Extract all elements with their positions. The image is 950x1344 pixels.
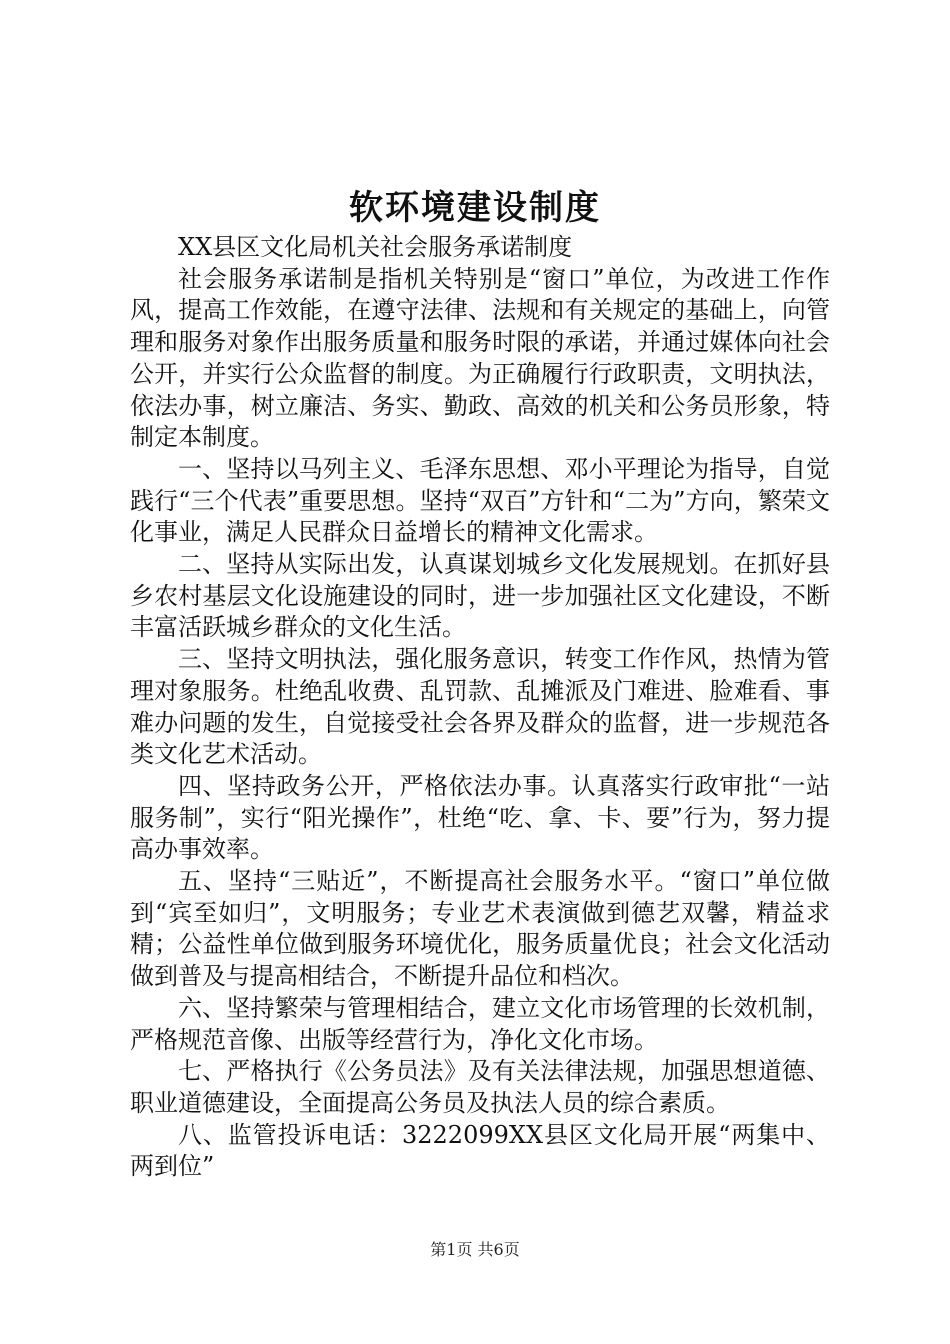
page-footer: 第1页 共6页 (430, 1240, 520, 1259)
clause-1-paragraph: 一、坚持以马列主义、毛泽东思想、邓小平理论为指导，自觉践行“三个代表”重要思想。坚持“双百”方针和“二为”方向，繁荣文化事业，满足人民群众日益增长的精神文化需求。 (130, 454, 830, 547)
clause-8-paragraph: 八、监管投诉电话：3222099XX县区文化局开展“两集中、两到位” (130, 1120, 830, 1181)
clause-4-paragraph: 四、坚持政务公开，严格依法办事。认真落实行政审批“一站服务制”，实行“阳光操作”，杜绝“吃、拿、卡、要”行为，努力提高办事效率。 (130, 771, 830, 864)
clause-7-paragraph: 七、严格执行《公务员法》及有关法律法规，加强思想道德、职业道德建设，全面提高公务员及执法人员的综合素质。 (130, 1057, 830, 1117)
document-body (130, 232, 830, 1183)
clause-3-paragraph: 三、坚持文明执法，强化服务意识，转变工作作风，热情为管理对象服务。杜绝乱收费、乱罚款、乱摊派及门难进、脸难看、事难办问题的发生，自觉接受社会各界及群众的监督，进一步规范各类文化艺术活动。 (130, 645, 830, 769)
intro-paragraph: 社会服务承诺制是指机关特别是“窗口”单位，为改进工作作风，提高工作效能，在遵守法律、法规和有关规定的基础上，向管理和服务对象作出服务质量和服务时限的承诺，并通过媒体向社会公开，并实行公众监督的制度。为正确履行行政职责，文明执法，依法办事，树立廉洁、务实、勤政、高效的机关和公务员形象，特制定本制度。 (130, 264, 830, 452)
clause-6-paragraph: 六、坚持繁荣与管理相结合，建立文化市场管理的长效机制，严格规范音像、出版等经营行为，净化文化市场。 (130, 993, 830, 1054)
clause-2-paragraph: 二、坚持从实际出发，认真谋划城乡文化发展规划。在抓好县乡农村基层文化设施建设的同时，进一步加强社区文化建设，不断丰富活跃城乡群众的文化生活。 (130, 550, 830, 642)
subtitle-paragraph: XX县区文化局机关社会服务承诺制度 (178, 233, 573, 261)
document-title: 软环境建设制度 (349, 188, 601, 228)
clause-5-paragraph: 五、坚持“三贴近”，不断提高社会服务水平。“窗口”单位做到“宾至如归”，文明服务；专业艺术表演做到德艺双馨，精益求精；公益性单位做到服务环境优化，服务质量优良；社会文化活动做到普及与提高相结合，不断提升品位和档次。 (130, 867, 830, 991)
